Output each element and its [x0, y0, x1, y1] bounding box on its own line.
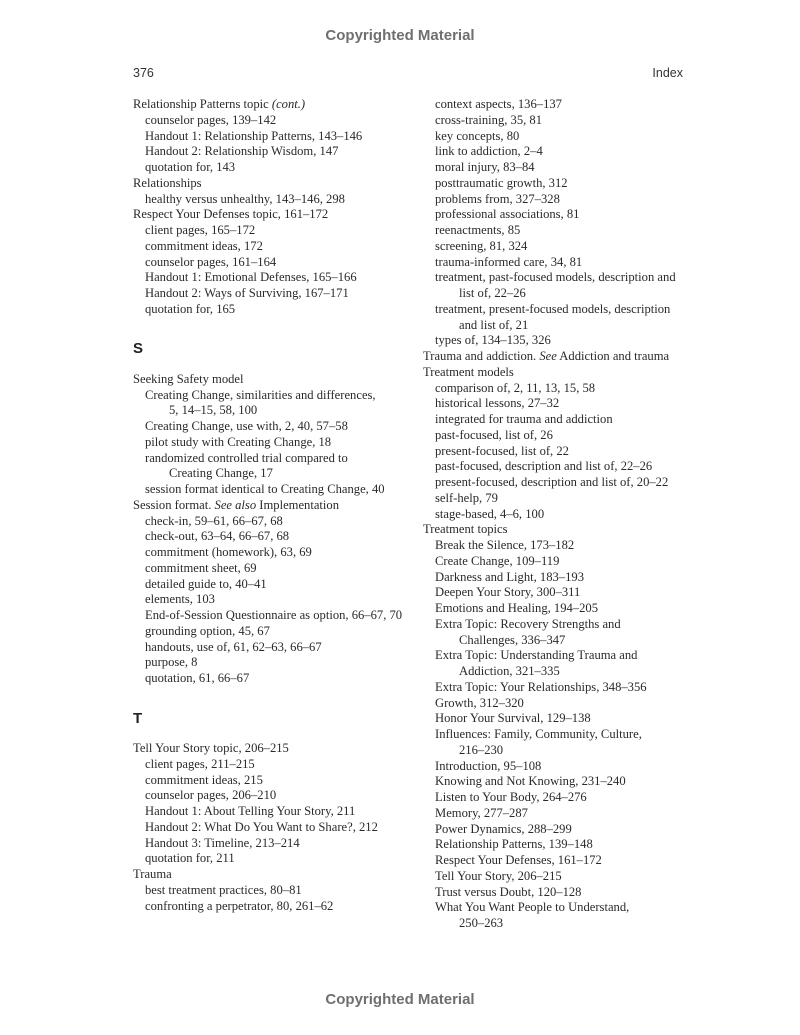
- index-subentry: [423, 459, 698, 475]
- index-letter-heading: S: [133, 340, 144, 358]
- entry-text: What You Want People to Understand,: [435, 900, 630, 915]
- entry-text: screening, 81, 324: [435, 238, 528, 253]
- index-subentry: [423, 696, 698, 712]
- entry-text: Tell Your Story topic, 206–215: [133, 741, 289, 755]
- entry-continuation: 250–263: [459, 916, 504, 930]
- index-subentry: [133, 836, 408, 852]
- entry-text: types of, 134–135, 326: [435, 333, 551, 348]
- entry-text: Handout 1: Relationship Patterns, 143–146: [145, 128, 363, 143]
- entry-text: Honor Your Survival, 129–138: [435, 711, 591, 726]
- entry-italic-text: (cont.): [271, 97, 306, 111]
- entry-text: Handout 1: About Telling Your Story, 211: [145, 804, 356, 818]
- index-subentry: [133, 435, 408, 451]
- index-subentry: [423, 507, 698, 523]
- index-subentry: [133, 883, 408, 899]
- index-subentry: [423, 806, 698, 822]
- entry-continuation: Addiction, 321–335: [459, 664, 560, 678]
- index-column-left: [133, 97, 408, 914]
- entry-text: healthy versus unhealthy, 143–146, 298: [145, 191, 345, 206]
- index-column-right: [423, 97, 698, 932]
- entry-text: Handout 3: Timeline, 213–214: [145, 835, 300, 850]
- running-header-section: Index: [652, 66, 683, 80]
- entry-text: commitment ideas, 172: [145, 238, 263, 253]
- index-entry: [133, 498, 408, 514]
- index-subentry: [423, 869, 698, 885]
- entry-text: Handout 1: Emotional Defenses, 165–166: [145, 270, 357, 285]
- entry-text: Trust versus Doubt, 120–128: [435, 884, 582, 899]
- index-subentry: [423, 680, 698, 696]
- index-subentry: [423, 333, 698, 349]
- entry-italic-text: See also: [214, 497, 257, 512]
- index-subentry: [133, 561, 408, 577]
- entry-text: Trauma and addiction.: [423, 349, 540, 363]
- entry-text: handouts, use of, 61, 62–63, 66–67: [145, 639, 322, 654]
- entry-text: Treatment models: [423, 364, 514, 379]
- index-subentry: [423, 585, 698, 601]
- index-subentry: [133, 388, 408, 420]
- index-subentry: [423, 255, 698, 271]
- index-subentry: [423, 601, 698, 617]
- entry-text: Treatment topics: [423, 522, 508, 537]
- entry-text: treatment, past-focused models, description and: [435, 270, 676, 285]
- index-subentry: [423, 853, 698, 869]
- index-subentry: [423, 444, 698, 460]
- index-subentry: [423, 837, 698, 853]
- copyright-watermark-bottom: Copyrighted Material: [325, 991, 475, 1008]
- entry-text: detailed guide to, 40–41: [145, 576, 267, 591]
- entry-text: confronting a perpetrator, 80, 261–62: [145, 898, 334, 913]
- entry-continuation: and list of, 21: [459, 317, 529, 332]
- entry-text: link to addiction, 2–4: [435, 144, 543, 159]
- index-subentry: [423, 113, 698, 129]
- index-subentry: [423, 774, 698, 790]
- index-subentry: [133, 514, 408, 530]
- entry-text: Darkness and Light, 183–193: [435, 569, 585, 584]
- entry-text: End-of-Session Questionnaire as option, 66–67, 70: [145, 608, 403, 622]
- entry-text: Session format.: [133, 497, 215, 512]
- entry-text: historical lessons, 27–32: [435, 396, 560, 411]
- entry-text: comparison of, 2, 11, 13, 15, 58: [435, 380, 596, 395]
- entry-text: present-focused, description and list of, 20–22: [435, 475, 669, 489]
- entry-text: reenactments, 85: [435, 223, 521, 237]
- entry-text: trauma-informed care, 34, 81: [435, 254, 583, 269]
- index-subentry: [423, 396, 698, 412]
- entry-text: commitment (homework), 63, 69: [145, 545, 312, 559]
- entry-text: Deepen Your Story, 300–311: [435, 585, 581, 600]
- index-subentry: [423, 538, 698, 554]
- index-entry: [133, 372, 408, 388]
- index-subentry: [133, 223, 408, 239]
- entry-text: commitment ideas, 215: [145, 772, 263, 787]
- entry-text: Extra Topic: Understanding Trauma and: [435, 648, 638, 663]
- entry-text: client pages, 211–215: [145, 756, 255, 771]
- entry-text: Relationship Patterns topic: [133, 97, 272, 111]
- entry-text: Handout 2: Ways of Surviving, 167–171: [145, 286, 349, 300]
- entry-text: cross-training, 35, 81: [435, 112, 543, 127]
- index-subentry: [423, 302, 698, 334]
- entry-text: past-focused, description and list of, 22–26: [435, 459, 653, 474]
- entry-continuation: list of, 22–26: [459, 286, 526, 300]
- entry-text: professional associations, 81: [435, 207, 580, 222]
- entry-text: moral injury, 83–84: [435, 160, 535, 174]
- index-entry: [423, 349, 698, 365]
- entry-cross-reference: Addiction and trauma: [556, 349, 670, 363]
- index-subentry: [133, 773, 408, 789]
- index-subentry: [423, 160, 698, 176]
- index-subentry: [133, 757, 408, 773]
- entry-text: Listen to Your Body, 264–276: [435, 790, 587, 804]
- entry-text: counselor pages, 161–164: [145, 254, 277, 269]
- index-subentry: [423, 412, 698, 428]
- index-subentry: [423, 192, 698, 208]
- entry-text: Power Dynamics, 288–299: [435, 821, 572, 836]
- entry-text: Seeking Safety model: [133, 371, 244, 386]
- entry-text: Growth, 312–320: [435, 695, 524, 710]
- entry-text: Tell Your Story, 206–215: [435, 868, 562, 883]
- entry-text: Creating Change, similarities and differences,: [145, 387, 376, 402]
- index-subentry: [133, 302, 408, 318]
- entry-continuation: 5, 14–15, 58, 100: [169, 403, 258, 418]
- index-subentry: [423, 900, 698, 932]
- entry-text: randomized controlled trial compared to: [145, 450, 348, 465]
- entry-text: problems from, 327–328: [435, 191, 560, 206]
- entry-text: quotation, 61, 66–67: [145, 671, 250, 685]
- entry-text: counselor pages, 139–142: [145, 112, 277, 127]
- index-subentry: [133, 129, 408, 145]
- entry-text: quotation for, 165: [145, 301, 236, 316]
- index-subentry: [133, 577, 408, 593]
- index-subentry: [423, 617, 698, 649]
- entry-text: Extra Topic: Your Relationships, 348–356: [435, 679, 647, 694]
- index-subentry: [133, 255, 408, 271]
- index-subentry: [133, 144, 408, 160]
- entry-continuation: Challenges, 336–347: [459, 632, 566, 647]
- index-letter-heading: T: [133, 709, 143, 727]
- entry-text: Trauma: [133, 867, 172, 881]
- entry-text: Emotions and Healing, 194–205: [435, 601, 598, 615]
- index-subentry: [133, 239, 408, 255]
- index-subentry: [423, 129, 698, 145]
- index-subentry: [423, 270, 698, 302]
- entry-text: Introduction, 95–108: [435, 758, 542, 773]
- index-subentry: [133, 592, 408, 608]
- index-subentry: [133, 655, 408, 671]
- index-entry: [133, 176, 408, 192]
- index-subentry: [133, 286, 408, 302]
- entry-text: session format identical to Creating Change, 40: [145, 482, 385, 496]
- index-subentry: [423, 759, 698, 775]
- index-subentry: [133, 608, 408, 624]
- entry-text: Creating Change, use with, 2, 40, 57–58: [145, 419, 348, 433]
- entry-text: quotation for, 211: [145, 851, 235, 866]
- entry-text: Break the Silence, 173–182: [435, 538, 575, 552]
- index-entry: [133, 867, 408, 883]
- entry-text: elements, 103: [145, 592, 215, 607]
- entry-text: self-help, 79: [435, 490, 498, 505]
- entry-continuation: Creating Change, 17: [169, 466, 273, 481]
- entry-text: pilot study with Creating Change, 18: [145, 434, 332, 449]
- index-subentry: [423, 885, 698, 901]
- entry-text: treatment, present-focused models, description: [435, 301, 671, 316]
- index-subentry: [133, 624, 408, 640]
- index-subentry: [423, 176, 698, 192]
- index-subentry: [133, 820, 408, 836]
- index-subentry: [423, 207, 698, 223]
- entry-text: Respect Your Defenses, 161–172: [435, 853, 602, 867]
- index-subentry: [133, 804, 408, 820]
- index-subentry: [133, 529, 408, 545]
- entry-text: grounding option, 45, 67: [145, 623, 270, 638]
- entry-text: best treatment practices, 80–81: [145, 882, 302, 897]
- index-subentry: [423, 239, 698, 255]
- index-subentry: [423, 475, 698, 491]
- index-subentry: [133, 788, 408, 804]
- entry-text: client pages, 165–172: [145, 223, 256, 237]
- entry-cross-reference: Implementation: [256, 497, 340, 512]
- index-entry: [133, 207, 408, 223]
- entry-text: Extra Topic: Recovery Strengths and: [435, 616, 621, 631]
- index-subentry: [423, 711, 698, 727]
- entry-text: Knowing and Not Knowing, 231–240: [435, 774, 626, 789]
- entry-text: integrated for trauma and addiction: [435, 412, 613, 426]
- entry-text: Create Change, 109–119: [435, 553, 560, 568]
- index-subentry: [133, 113, 408, 129]
- entry-text: context aspects, 136–137: [435, 97, 562, 111]
- entry-text: counselor pages, 206–210: [145, 788, 277, 803]
- entry-text: check-in, 59–61, 66–67, 68: [145, 513, 283, 528]
- index-subentry: [133, 419, 408, 435]
- entry-text: Handout 2: What Do You Want to Share?, 212: [145, 819, 378, 834]
- copyright-watermark-top: Copyrighted Material: [325, 27, 475, 44]
- index-subentry: [133, 851, 408, 867]
- index-subentry: [133, 640, 408, 656]
- entry-continuation: 216–230: [459, 742, 504, 757]
- entry-text: Influences: Family, Community, Culture,: [435, 727, 642, 741]
- index-subentry: [133, 545, 408, 561]
- entry-text: Respect Your Defenses topic, 161–172: [133, 207, 329, 222]
- entry-text: Memory, 277–287: [435, 805, 528, 820]
- entry-text: Handout 2: Relationship Wisdom, 147: [145, 144, 339, 159]
- index-subentry: [133, 671, 408, 687]
- entry-text: past-focused, list of, 26: [435, 427, 553, 442]
- index-subentry: [423, 554, 698, 570]
- entry-text: purpose, 8: [145, 655, 198, 670]
- index-entry: [423, 522, 698, 538]
- entry-text: posttraumatic growth, 312: [435, 175, 568, 190]
- index-subentry: [423, 491, 698, 507]
- entry-text: present-focused, list of, 22: [435, 443, 569, 458]
- index-entry: [423, 365, 698, 381]
- page-number: 376: [133, 66, 154, 80]
- index-subentry: [133, 160, 408, 176]
- index-subentry: [423, 428, 698, 444]
- index-subentry: [133, 451, 408, 483]
- index-subentry: [423, 570, 698, 586]
- index-subentry: [423, 648, 698, 680]
- index-subentry: [133, 270, 408, 286]
- index-entry: [133, 741, 408, 757]
- entry-text: key concepts, 80: [435, 128, 520, 143]
- entry-text: stage-based, 4–6, 100: [435, 506, 545, 521]
- index-subentry: [423, 822, 698, 838]
- index-subentry: [133, 899, 408, 915]
- index-subentry: [423, 381, 698, 397]
- index-entry: [133, 97, 408, 113]
- index-subentry: [133, 192, 408, 208]
- index-subentry: [423, 97, 698, 113]
- entry-text: Relationship Patterns, 139–148: [435, 837, 593, 852]
- index-subentry: [133, 482, 408, 498]
- index-subentry: [423, 727, 698, 759]
- entry-italic-text: See: [539, 349, 557, 363]
- index-subentry: [423, 144, 698, 160]
- entry-text: Relationships: [133, 175, 202, 190]
- entry-text: quotation for, 143: [145, 160, 236, 174]
- entry-text: commitment sheet, 69: [145, 560, 257, 575]
- entry-text: check-out, 63–64, 66–67, 68: [145, 529, 290, 544]
- index-subentry: [423, 790, 698, 806]
- index-subentry: [423, 223, 698, 239]
